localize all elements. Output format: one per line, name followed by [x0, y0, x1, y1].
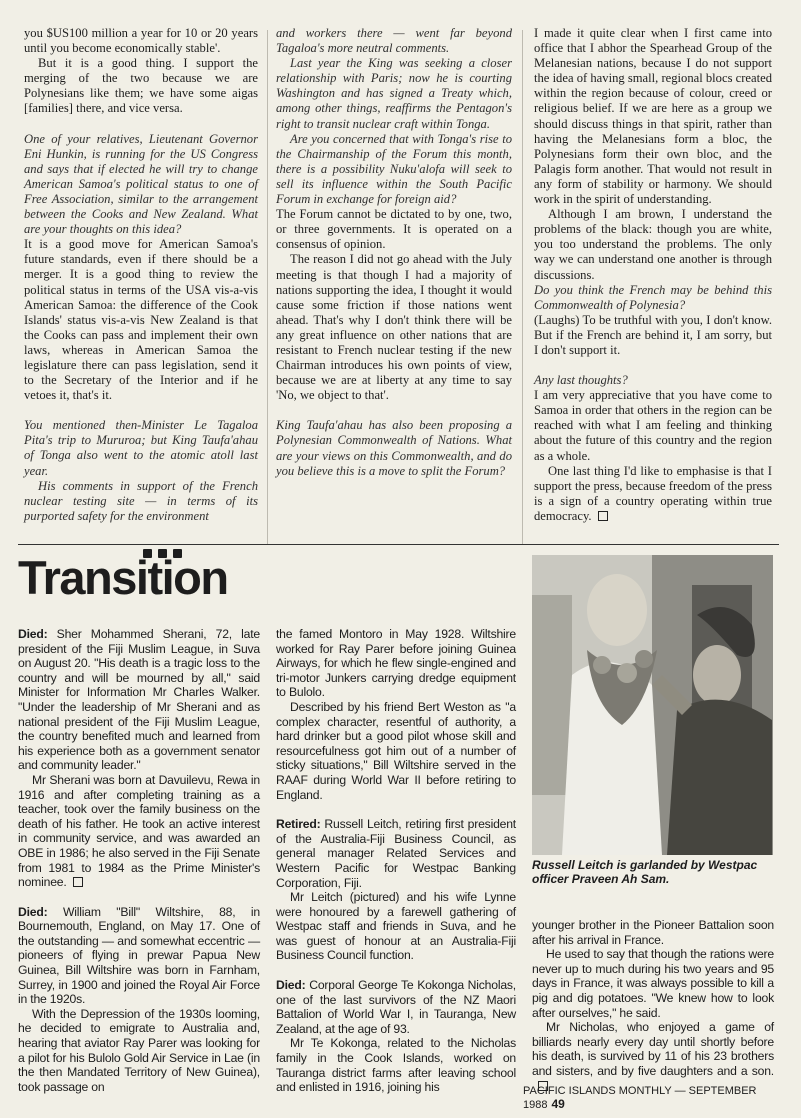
paragraph-text: Last year the King was seeking a closer relationship with Paris; now he is courting Washington and has signed a Treaty which, among other things, reaffirms the Pentagon's right to transit nuclear craft within Tonga.: [276, 56, 512, 131]
end-mark-icon: [73, 877, 83, 887]
page-number: 49: [551, 1097, 565, 1111]
paragraph-text: The Forum cannot be dictated to by one, two, or three governments. It is operated on a consensus of opinion.: [276, 207, 512, 252]
transition-column-3: [532, 918, 774, 1093]
paragraph-text: Russell Leitch, retiring first president of the Australia-Fiji Business Council, as general manager Related Services and Western Pacific for Westpac Banking Corporation, Fiji.: [276, 817, 516, 890]
transition-paragraph: [18, 1007, 260, 1095]
interview-answer: [276, 252, 512, 403]
interview-question: [534, 283, 772, 313]
entry-lead: Died:: [18, 627, 48, 641]
interview-column-3: [534, 26, 772, 524]
transition-column-1: [18, 627, 260, 1094]
interview-question: [276, 56, 512, 131]
page-footer: [523, 1085, 801, 1111]
transition-paragraph: [18, 627, 260, 773]
paragraph-text: One of your relatives, Lieutenant Governor Eni Hunkin, is running for the US Congress and says that if elected he will try to change American Samoa's political status to one of Free Association, similar to the arrangement between the Cooks and New Zealand. What are your thoughts on this idea?: [24, 131, 258, 237]
transition-paragraph: [276, 978, 516, 1036]
transition-paragraph: [18, 773, 260, 890]
interview-answer: [24, 237, 258, 403]
paragraph-text: You mentioned then-Minister Le Tagaloa Pita's trip to Mururoa; but King Taufa'ahau of Tonga also went to the atomic atoll last year.: [24, 418, 258, 478]
paragraph-text: the famed Montoro in May 1928. Wiltshire worked for Ray Parer before joining Guinea Airways, for which he flew single-engined and tri-motor Junkers carrying dredge equipment to Bulolo.: [276, 627, 516, 700]
paragraph-text: Mr Nicholas, who enjoyed a game of billiards nearly every day until shortly before his death, is survived by 11 of his 23 brothers and sisters, and by five daughters and a son.: [532, 1020, 774, 1078]
photo-image: [532, 555, 773, 855]
paragraph-text: His comments in support of the French nuclear testing site — in terms of its purported safety for the environment: [24, 478, 258, 523]
paragraph-text: I am very appreciative that you have come to Samoa in order that others in the region can be reached with what I am feeling and thinking about the future of this country and the region as a whole.: [534, 388, 772, 463]
paragraph-text: you $US100 million a year for 10 or 20 years until you become economically stable'.: [24, 26, 258, 56]
interview-question: [276, 132, 512, 207]
interview-question: [24, 132, 258, 238]
paragraph-text: Any last thoughts?: [534, 373, 628, 388]
transition-paragraph: [18, 905, 260, 1007]
interview-answer: [534, 313, 772, 358]
interview-question: [276, 418, 512, 478]
paragraph-text: Do you think the French may be behind this Commonwealth of Polynesia?: [534, 282, 772, 312]
transition-paragraph: [532, 1020, 774, 1093]
paragraph-text: It is a good move for American Samoa's future standards, even if there should be a merger. It is a good thing to review the political status in terms of the USA vis-a-vis American Samoa: the difference of the Cook Islands' status vis-a-vis New Zealand is that the Cooks can pass and implement their own laws, whereas in American Samoa the legislature there can pass legislation, send it to the Secretary of the Interior and if he vetoes it, that's it.: [24, 237, 258, 403]
paragraph-text: Sher Mohammed Sherani, 72, late president of the Fiji Muslim League, in Suva on August 20. "His death is a tragic loss to the country and will be mourned by all," said Minister for Information Mr Charles Walker. "Under the leadership of Mr Sherani and as national president of the Fiji Muslim League, the country benefited much and learned from his experience both as a government senator and community leader.": [18, 627, 260, 773]
paragraph-text: Mr Sherani was born at Davuilevu, Rewa in 1916 and after completing training as a teacher, took over the family business on the death of his father. He took an active interest in community service, and was awarded an OBE in 1986; he also served in the Fiji Senate from 1981 to 1984 as the Prime Minister's nominee.: [18, 772, 260, 890]
interview-answer: [534, 207, 772, 282]
paragraph-text: One last thing I'd like to emphasise is that I support the press, because freedom of the press is a sign of a country operating within true democracy.: [534, 463, 772, 523]
entry-lead: Died:: [276, 978, 306, 993]
paragraph-text: I made it quite clear when I first came into office that I abhor the Spearhead Group of the Melanesian nations, because I do not support the idea of having small, regional blocs created within the region because of colour, creed or religious belief. If we are here as a group we should discuss things in that spirit, rather than having the Melanesians form a bloc, the Polynesians form their own bloc, and the Palagis form another. That would not result in any form of stability or harmony. We should work in the spirit of understanding.: [534, 26, 772, 207]
transition-paragraph: [276, 1036, 516, 1094]
interview-answer: [276, 207, 512, 252]
transition-paragraph: [532, 947, 774, 1020]
interview-question: [24, 479, 258, 524]
transition-column-2: [276, 627, 516, 1095]
paragraph-text: The reason I did not go ahead with the July meeting is that though I had a majority of nations supporting the idea, I thought it would cause some friction if those nations went ahead. That's why I don't think there will be any great influence on other nations that are resistant to French nuclear testing if the new Chairman introduces his own points of view, because we are at liberty at any time to say 'No, we object to that'.: [276, 252, 512, 403]
interview-answer: [24, 56, 258, 116]
paragraph-gap: [276, 963, 516, 978]
paragraph-gap: [24, 403, 258, 418]
leitch-photo: [532, 555, 773, 855]
column-divider: [522, 30, 523, 545]
paragraph-text: (Laughs) To be truthful with you, I don't know. But if the French are behind it, I am sorry, but I don't support it.: [534, 312, 772, 357]
entry-lead: Died:: [18, 904, 48, 919]
transition-paragraph: [276, 817, 516, 890]
paragraph-text: With the Depression of the 1930s looming, he decided to emigrate to Australia and, hearing that aviator Ray Parer was looking for a pilot for his Bulolo Gold Air Service in Lae (in the then Mandated Territory of New Guinea), took passage on: [18, 1006, 260, 1094]
paragraph-text: Mr Leitch (pictured) and his wife Lynne were honoured by a farewell gathering of Westpac staff and friends in Suva, and he was guest of honour at an Australia-Fiji Business Council function.: [276, 890, 516, 963]
paragraph-gap: [534, 358, 772, 373]
transition-paragraph: [532, 918, 774, 947]
transition-paragraph: [276, 890, 516, 963]
paragraph-text: Described by his friend Bert Weston as "a complex character, resentful of authority, a hard drinker but a good pilot whose skill and resourcefulness got him out of a number of sticky situations," Bill Wiltshire served in the RAAF during World War II before retiring to England.: [276, 699, 516, 802]
end-mark-icon: [598, 511, 608, 521]
paragraph-gap: [24, 117, 258, 132]
paragraph-text: But it is a good thing. I support the merging of the two because we are Polynesians like them; we have some aigas [families] there, and vice versa.: [24, 56, 258, 116]
interview-answer: [534, 26, 772, 207]
paragraph-text: younger brother in the Pioneer Battalion soon after his arrival in France.: [532, 918, 774, 947]
interview-answer: [24, 26, 258, 56]
section-title: Transition: [18, 551, 228, 604]
column-divider: [267, 30, 268, 545]
interview-answer: [534, 388, 772, 463]
paragraph-gap: [276, 403, 512, 418]
interview-answer: [534, 464, 772, 524]
paragraph-text: William "Bill" Wiltshire, 88, in Bournemouth, England, on May 17. One of the outstanding — and somewhat eccentric — pioneers of flying in prewar Papua New Guinea, Bill Wiltshire was born in Farnham, Surrey, in 1900 and joined the Royal Air Force in the 1920s.: [18, 904, 260, 1007]
photo-caption: Russell Leitch is garlanded by Westpac officer Praveen Ah Sam.: [532, 858, 758, 886]
paragraph-text: Are you concerned that with Tonga's rise to the Chairmanship of the Forum this month, there is a possibility Nuku'alofa will seek to sell its influence within the South Pacific Forum in exchange for foreign aid?: [276, 131, 512, 207]
publication-name: PACIFIC ISLANDS MONTHLY — SEPTEMBER 1988: [523, 1085, 757, 1111]
interview-column-2: [276, 26, 512, 479]
paragraph-text: and workers there — went far beyond Tagaloa's more neutral comments.: [276, 26, 512, 56]
interview-question: [24, 418, 258, 478]
paragraph-gap: [276, 802, 516, 817]
paragraph-text: Although I am brown, I understand the problems of the black: though you are white, you too understand the problems. The only way we can understand one another is through discussions.: [534, 207, 772, 282]
section-rule: [18, 544, 779, 545]
paragraph-gap: [18, 890, 260, 905]
interview-column-1: [24, 26, 258, 524]
interview-question: [534, 373, 772, 388]
paragraph-text: Corporal George Te Kokonga Nicholas, one of the last survivors of the NZ Maori Battalion of World War I, in Tauranga, New Zealand, at the age of 93.: [276, 978, 516, 1036]
paragraph-text: Mr Te Kokonga, related to the Nicholas family in the Cook Islands, worked on Tauranga district farms after leaving school and enlisted in 1916, joining his: [276, 1036, 516, 1095]
interview-question: [276, 26, 512, 56]
transition-paragraph: [276, 700, 516, 802]
paragraph-text: He used to say that though the rations were never up to much during his two years and 95 days in France, it was always possible to kill a pig and dig potatoes. "We knew how to look after ourselves," he said.: [532, 947, 774, 1020]
paragraph-text: King Taufa'ahau has also been proposing a Polynesian Commonwealth of Nations. What are your views on this Commonwealth, and do you believe this is a move to split the Forum?: [276, 418, 512, 478]
entry-lead: Retired:: [276, 817, 321, 832]
transition-paragraph: [276, 627, 516, 700]
